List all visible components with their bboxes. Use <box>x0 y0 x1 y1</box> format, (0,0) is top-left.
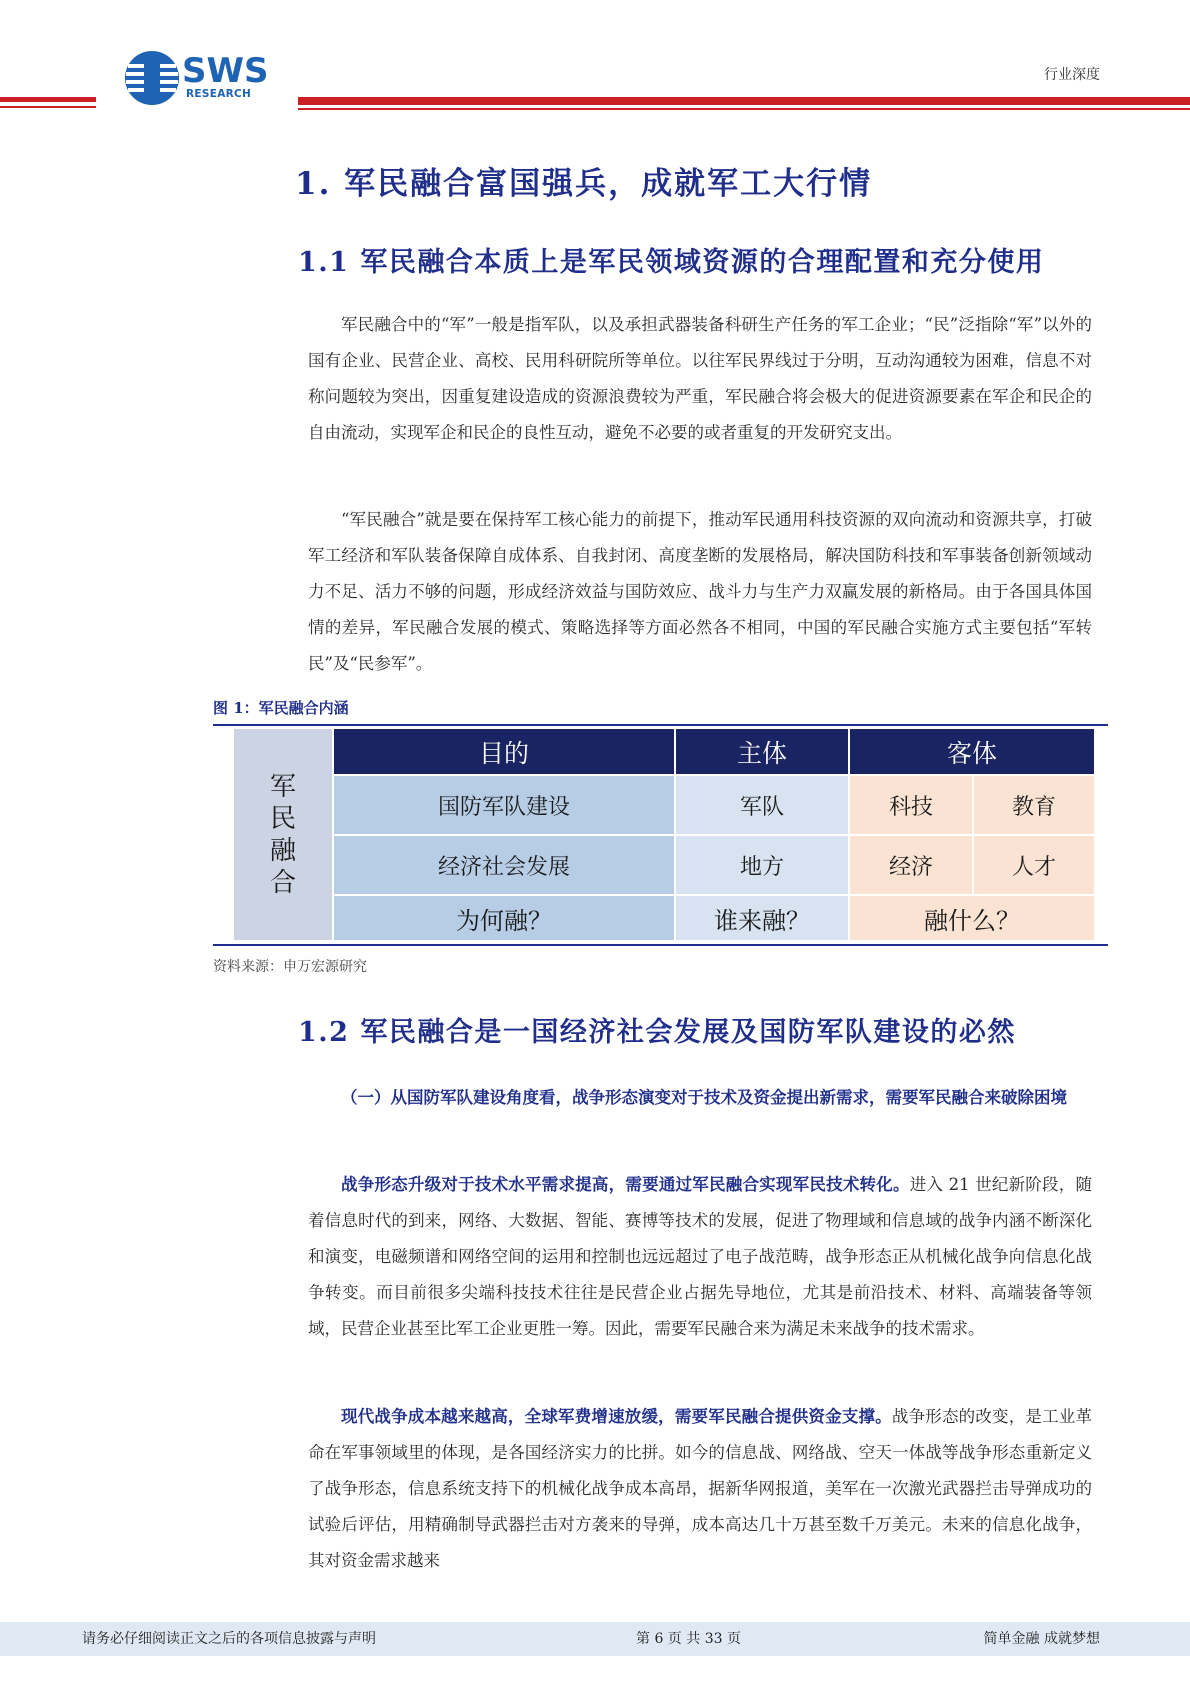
paragraph-body: 战争形态的改变，是工业革命在军事领域里的体现，是各国经济实力的比拼。如今的信息战、网络战、空天一体战等战争形态重新定义了战争形态，信息系统支持下的机械化战争成本高昂，据新华网报道，美军在一次激光武器拦击导弹成功的试验后评估，用精确制导武器拦击对方袭来的导弹，成本高达几十万甚至数千万美元。未来的信息化战争，其对资金需求越来 <box>308 1407 1093 1570</box>
lead-sentence: 现代战争成本越来越高，全球军费增速放缓，需要军民融合提供资金支撑。 <box>341 1407 892 1426</box>
logo-subtext: RESEARCH <box>186 88 252 100</box>
subject-cell: 地方 <box>676 836 848 894</box>
header-rule <box>298 108 1190 110</box>
header-rule <box>0 97 96 102</box>
object-cell: 教育 <box>974 776 1094 834</box>
paragraph <box>308 1167 1092 1347</box>
paragraph: 军民融合中的“军”一般是指军队，以及承担武器装备科研生产任务的军工企业；“民”泛指除“军”以外的国有企业、民营企业、高校、民用科研院所等单位。以往军民界线过于分明，互动沟通较为困难，信息不对称问题较为突出，因重复建设造成的资源浪费较为严重，军民融合将会极大的促进资源要素在军企和民企的自由流动，实现军企和民企的良性互动，避免不必要的或者重复的开发研究支出。 <box>308 315 1092 442</box>
paragraph-body: 进入 21 世纪新阶段，随着信息时代的到来，网络、大数据、智能、赛博等技术的发展，促进了物理域和信息域的战争内涵不断深化和演变，电磁频谱和网络空间的运用和控制也远远超过了电子战范畴，战争形态正从机械化战争向信息化战争转变。而目前很多尖端科技技术往往是民营企业占据先导地位，尤其是前沿技术、材料、高端装备等领域，民营企业甚至比军工企业更胜一筹。因此，需要军民融合来为满足未来战争的技术需求。 <box>308 1175 1092 1338</box>
footer-disclaimer: 请务必仔细阅读正文之后的各项信息披露与声明 <box>82 1631 376 1647</box>
object-cell: 人才 <box>974 836 1094 894</box>
figure-source: 资料来源：申万宏源研究 <box>213 959 367 975</box>
footer-slogan: 简单金融 成就梦想 <box>983 1631 1100 1647</box>
report-type-tag: 行业深度 <box>1044 67 1100 83</box>
question-cell: 为何融？ <box>334 896 674 940</box>
figure-rule <box>213 944 1108 946</box>
purpose-cell: 经济社会发展 <box>334 836 674 894</box>
object-cell: 科技 <box>850 776 972 834</box>
question-cell: 谁来融？ <box>676 896 848 940</box>
subsection-title: 1.2 军民融合是一国经济社会发展及国防军队建设的必然 <box>298 1017 1016 1048</box>
sws-logo <box>124 50 284 110</box>
figure-rule <box>213 724 1108 726</box>
subsection-title: 1.1 军民融合本质上是军民领域资源的合理配置和充分使用 <box>298 247 1045 278</box>
header-subject: 主体 <box>676 729 848 774</box>
header-purpose: 目的 <box>334 729 674 774</box>
lead-sentence: 战争形态升级对于技术水平需求提高，需要通过军民融合实现军民技术转化。 <box>341 1175 910 1194</box>
paragraph <box>308 1399 1092 1579</box>
header-rule <box>0 106 96 108</box>
sws-logo-icon <box>124 50 180 106</box>
object-cell: 经济 <box>850 836 972 894</box>
section-title: 1. 军民融合富国强兵，成就军工大行情 <box>295 166 873 202</box>
header-object: 客体 <box>850 729 1094 774</box>
subheading-paragraph: （一）从国防军队建设角度看，战争形态演变对于技术及资金提出新需求，需要军民融合来破除困境 <box>341 1088 1067 1107</box>
subject-cell: 军队 <box>676 776 848 834</box>
purpose-cell: 国防军队建设 <box>334 776 674 834</box>
paragraph: “军民融合”就是要在保持军工核心能力的前提下，推动军民通用科技资源的双向流动和资源共享，打破军工经济和军队装备保障自成体系、自我封闭、高度垄断的发展格局，解决国防科技和军事装备创新领域动力不足、活力不够的问题，形成经济效益与国防效应、战斗力与生产力双赢发展的新格局。由于各国具体国情的差异，军民融合发展的模式、策略选择等方面必然各不相同，中国的军民融合实施方式主要包括“军转民”及“民参军”。 <box>308 510 1092 673</box>
header-rule <box>298 97 1190 105</box>
side-label: 军 民 融 合 <box>234 729 332 940</box>
question-cell: 融什么？ <box>850 896 1094 940</box>
figure-title: 图 1：军民融合内涵 <box>213 699 349 717</box>
page-number: 第 6 页 共 33 页 <box>636 1631 741 1647</box>
logo-text: SWS <box>182 51 269 91</box>
